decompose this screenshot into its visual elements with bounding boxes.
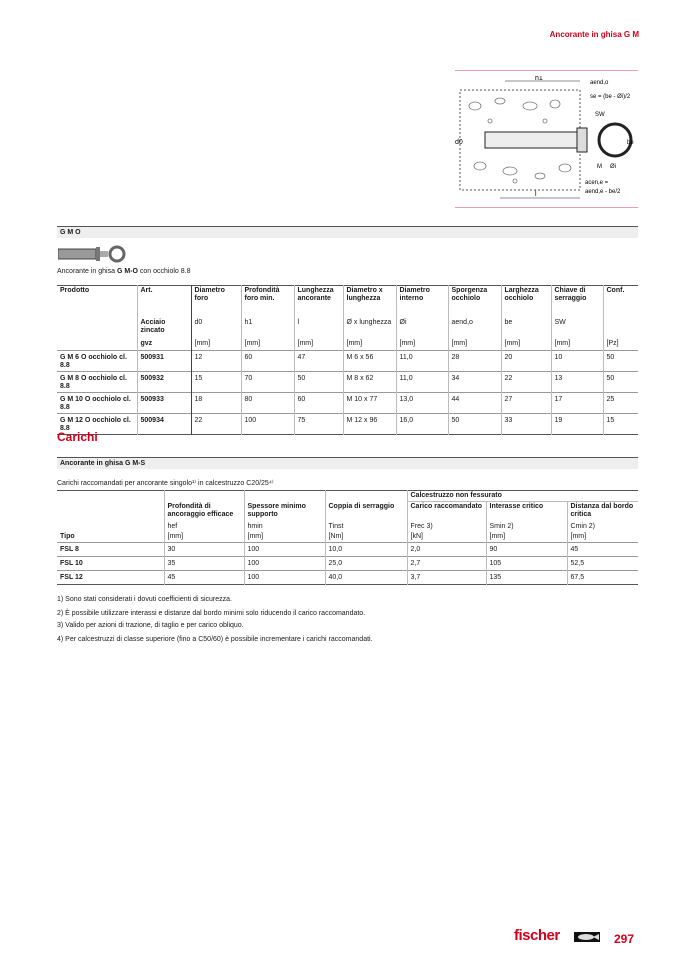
table-cell: 500932 — [137, 372, 191, 393]
unit-row — [57, 339, 638, 351]
table-row — [57, 543, 638, 557]
table-cell: 27 — [501, 393, 551, 414]
carichi-caption: Carichi raccomandati per ancorante singolo¹⁾ in calcestruzzo C20/25⁴⁾ — [57, 480, 274, 487]
page-header-title: Ancorante in ghisa G M — [549, 30, 639, 39]
svg-text:acen,e =: acen,e = — [585, 180, 609, 186]
svg-text:aend,e - be/2: aend,e - be/2 — [585, 189, 621, 195]
table-cell: 45 — [567, 543, 638, 557]
loads-table — [57, 490, 638, 585]
symbol: Smin 2) — [486, 522, 567, 532]
table-cell: 50 — [294, 372, 343, 393]
fish-logo-icon — [574, 932, 600, 942]
table-cell: 75 — [294, 414, 343, 435]
svg-text:se = (be - Øi)/2: se = (be - Øi)/2 — [590, 94, 631, 100]
svg-text:be: be — [627, 140, 634, 146]
table-cell: 35 — [164, 557, 244, 571]
product-caption — [57, 268, 190, 275]
table-cell: G M 8 O occhiolo cl. 8.8 — [57, 372, 137, 393]
table-cell: 20 — [501, 351, 551, 372]
table-cell: 10 — [551, 351, 603, 372]
table-cell: 28 — [448, 351, 501, 372]
table-row — [57, 372, 638, 393]
table-cell: 18 — [191, 393, 241, 414]
table-cell: M 12 x 96 — [343, 414, 396, 435]
table-cell: 100 — [244, 571, 325, 585]
th-tipo: Tipo — [60, 532, 75, 540]
carichi-section-bar: Ancorante in ghisa G M-S — [57, 457, 638, 469]
svg-text:d0: d0 — [455, 139, 463, 146]
symbol — [603, 318, 638, 339]
table-cell: 15 — [191, 372, 241, 393]
table-row — [57, 571, 638, 585]
svg-text:M: M — [597, 164, 602, 170]
table-cell: 100 — [244, 543, 325, 557]
th-interasse: Interasse critico — [486, 502, 567, 522]
product-image — [58, 242, 128, 264]
caption-bold: G M-O — [116, 268, 138, 275]
th-diametro-interno: Diametro interno — [396, 286, 448, 318]
table-cell: 13 — [551, 372, 603, 393]
divider — [455, 70, 638, 71]
table-row — [57, 393, 638, 414]
table-cell: 60 — [294, 393, 343, 414]
th-spessore: Spessore minimo supporto — [244, 502, 325, 522]
table-cell: 60 — [241, 351, 294, 372]
table-cell: 100 — [244, 557, 325, 571]
table-cell: 50 — [603, 351, 638, 372]
table-cell: 2,0 — [407, 543, 486, 557]
caption-text: con occhiolo 8.8 — [137, 268, 191, 275]
table-cell: 25,0 — [325, 557, 407, 571]
footnote-1: 1) Sono stati considerati i dovuti coefficienti di sicurezza. — [57, 596, 232, 603]
th-distanza: Distanza dal bordo critica — [567, 502, 638, 522]
table-cell: 10,0 — [325, 543, 407, 557]
table-cell: FSL 10 — [57, 557, 164, 571]
section-title-carichi: Carichi — [57, 430, 98, 444]
table-cell: 22 — [501, 372, 551, 393]
symbol: Frec 3) — [407, 522, 486, 532]
table-cell: 70 — [241, 372, 294, 393]
unit: [Pz] — [603, 339, 638, 351]
svg-text:h1: h1 — [535, 76, 543, 82]
table-cell: 67,5 — [567, 571, 638, 585]
symbol: SW — [551, 318, 603, 339]
symbol: d0 — [191, 318, 241, 339]
th-conf: Conf. — [603, 286, 638, 318]
product-section-bar: G M O — [57, 226, 638, 238]
symbol: l — [294, 318, 343, 339]
symbol: hmin — [244, 522, 325, 532]
unit: [mm] — [486, 532, 567, 543]
th-art: Art. — [137, 286, 191, 318]
table-cell: 3,7 — [407, 571, 486, 585]
unit: [mm] — [244, 532, 325, 543]
table-row — [57, 351, 638, 372]
th-carico: Carico raccomandato — [407, 502, 486, 522]
unit: [mm] — [396, 339, 448, 351]
page-number: 297 — [614, 932, 635, 946]
symbol: aend,o — [448, 318, 501, 339]
table-cell: 47 — [294, 351, 343, 372]
table-cell: 17 — [551, 393, 603, 414]
table-cell: G M 10 O occhiolo cl. 8.8 — [57, 393, 137, 414]
symbol: h1 — [241, 318, 294, 339]
svg-text:Øi: Øi — [610, 164, 616, 170]
table-cell: 45 — [164, 571, 244, 585]
table-cell: FSL 12 — [57, 571, 164, 585]
group-header: Calcestruzzo non fessurato — [407, 491, 638, 502]
footnote-2: 2) È possibile utilizzare interassi e distanze dal bordo minimi solo riducendo il carico raccomandato. — [57, 610, 366, 617]
table-cell: 52,5 — [567, 557, 638, 571]
table-cell: FSL 8 — [57, 543, 164, 557]
table-cell: 44 — [448, 393, 501, 414]
symbol: Cmin 2) — [567, 522, 638, 532]
symbol-row — [57, 318, 638, 339]
table-cell: 13,0 — [396, 393, 448, 414]
unit: [mm] — [501, 339, 551, 351]
unit-row — [57, 532, 638, 543]
symbol: Øi — [396, 318, 448, 339]
table-cell: 90 — [486, 543, 567, 557]
header-row — [57, 286, 638, 318]
table-cell: 22 — [191, 414, 241, 435]
anchor-dimension-diagram — [455, 76, 638, 204]
group-row — [57, 491, 638, 502]
unit: gvz — [137, 339, 191, 351]
th-diametro-foro: Diametro foro — [191, 286, 241, 318]
brand-logo: fischer — [514, 927, 560, 944]
unit: [mm] — [448, 339, 501, 351]
table-cell: 500931 — [137, 351, 191, 372]
unit: [mm] — [551, 339, 603, 351]
th-diametro-lunghezza: Diametro x lunghezza — [343, 286, 396, 318]
caption-text: Ancorante in ghisa — [57, 268, 117, 275]
table-cell: 50 — [603, 372, 638, 393]
table-cell: 30 — [164, 543, 244, 557]
footnote-3: 3) Valido per azioni di trazione, di taglio e per carico obliquo. — [57, 622, 244, 629]
th-sporgenza: Sporgenza occhiolo — [448, 286, 501, 318]
table-row — [57, 414, 638, 435]
th-coppia: Coppia di serraggio — [325, 502, 407, 522]
th-profondita: Profondità di ancoraggio efficace — [164, 502, 244, 522]
svg-text:l: l — [535, 191, 537, 198]
table-cell: 25 — [603, 393, 638, 414]
svg-text:aend,o: aend,o — [590, 80, 609, 86]
th-prodotto: Prodotto — [60, 287, 90, 294]
unit: [mm] — [191, 339, 241, 351]
table-row — [57, 557, 638, 571]
symbol: be — [501, 318, 551, 339]
table-cell: 50 — [448, 414, 501, 435]
table-cell: 500933 — [137, 393, 191, 414]
symbol: Acciaio zincato — [137, 318, 191, 339]
table-cell: 135 — [486, 571, 567, 585]
table-cell: 12 — [191, 351, 241, 372]
table-cell: M 10 x 77 — [343, 393, 396, 414]
th-lunghezza: Lunghezza ancorante — [294, 286, 343, 318]
unit: [mm] — [164, 532, 244, 543]
unit: [mm] — [294, 339, 343, 351]
table-cell: 34 — [448, 372, 501, 393]
unit — [57, 339, 137, 351]
table-cell: G M 6 O occhiolo cl. 8.8 — [57, 351, 137, 372]
th-larghezza: Larghezza occhiolo — [501, 286, 551, 318]
symbol — [57, 318, 137, 339]
symbol-row — [57, 522, 638, 532]
unit: [Nm] — [325, 532, 407, 543]
table-cell: 33 — [501, 414, 551, 435]
unit: [mm] — [567, 532, 638, 543]
divider — [455, 207, 638, 208]
table-cell: M 8 x 62 — [343, 372, 396, 393]
table-cell: 15 — [603, 414, 638, 435]
header-row — [57, 502, 638, 522]
symbol: Ø x lunghezza — [343, 318, 396, 339]
th-profondita: Profondità foro min. — [241, 286, 294, 318]
unit: [mm] — [241, 339, 294, 351]
table-cell: 2,7 — [407, 557, 486, 571]
table-cell: 19 — [551, 414, 603, 435]
symbol: Tinst — [325, 522, 407, 532]
svg-text:SW: SW — [595, 112, 605, 118]
table-cell: 500934 — [137, 414, 191, 435]
th-chiave: Chiave di serraggio — [551, 286, 603, 318]
table-cell: 11,0 — [396, 372, 448, 393]
unit: [kN] — [407, 532, 486, 543]
table-cell: M 6 x 56 — [343, 351, 396, 372]
symbol: hef — [164, 522, 244, 532]
table-cell: 80 — [241, 393, 294, 414]
unit: [mm] — [343, 339, 396, 351]
product-table — [57, 285, 638, 435]
table-cell: 16,0 — [396, 414, 448, 435]
table-cell: 105 — [486, 557, 567, 571]
table-cell: 40,0 — [325, 571, 407, 585]
footnote-4: 4) Per calcestruzzi di classe superiore (fino a C50/60) è possibile incrementare i carichi raccomandati. — [57, 636, 373, 643]
table-cell: G M 12 O occhiolo cl. 8.8 — [57, 414, 137, 435]
table-cell: 100 — [241, 414, 294, 435]
table-cell: 11,0 — [396, 351, 448, 372]
